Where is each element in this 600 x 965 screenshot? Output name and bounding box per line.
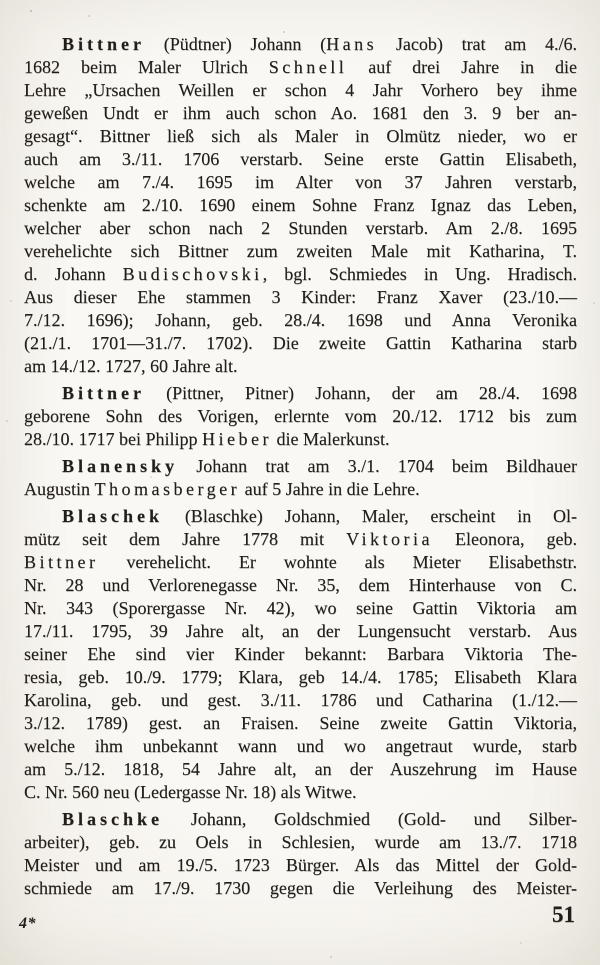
text-line [24, 758, 577, 781]
text-line [24, 217, 577, 240]
paragraph [24, 33, 577, 378]
text-line [24, 56, 577, 79]
text-line [24, 528, 577, 551]
text-line [24, 666, 577, 689]
text-segment: Augustin [24, 479, 95, 499]
text-line [24, 455, 577, 478]
text-segment: gesagt“. Bittner ließ sich als Maler in Olmütz nieder, wo er [24, 126, 577, 146]
text-segment: welche am 7./4. 1695 im Alter von 37 Jahren verstarb, [24, 172, 577, 192]
text-segment: schmiede am 17./9. 1730 gegen die Verleihung des Meister- [24, 878, 577, 898]
entry-headword: Bittner [62, 383, 145, 403]
text-line [24, 620, 577, 643]
text-segment: welcher aber schon nach 2 Stunden verstarb. Am 2./8. 1695 [24, 218, 577, 238]
text-segment: welche ihm unbekannt wann und wo angetraut wurde, starb [24, 736, 577, 756]
paragraph [24, 382, 577, 451]
text-line [24, 263, 577, 286]
text-segment: am 5./12. 1818, 54 Jahre alt, an der Auszehrung im Hause [24, 759, 577, 779]
text-segment: verehelicht. Er wohnte als Mieter Elisabethstr. [98, 552, 577, 572]
text-line [24, 286, 577, 309]
text-line [24, 643, 577, 666]
text-segment: auch am 3./11. 1706 verstarb. Seine erste Gattin Elisabeth, [24, 149, 577, 169]
text-line [24, 831, 577, 854]
text-segment: Nr. 28 und Verlorenegasse Nr. 35, dem Hinterhause von C. [24, 575, 577, 595]
entry-headword: Blanensky [62, 456, 179, 476]
text-segment: (Blaschke) Johann, Maler, erscheint in Ol- [163, 506, 577, 526]
entry-headword: Blaschek [62, 506, 164, 526]
text-segment: (Püdtner) Johann ( [144, 34, 327, 54]
text-block [24, 33, 577, 900]
text-line [24, 478, 577, 501]
text-segment: Karolina, geb. und gest. 3./11. 1786 und Catharina (1./12.— [24, 690, 577, 710]
signature-mark: 4* [19, 915, 36, 932]
text-segment: 3./12. 1789) gest. an Fraisen. Seine zweite Gattin Viktoria, [24, 713, 577, 733]
entry-headword: Blaschke [62, 809, 164, 829]
text-segment: seiner Ehe sind vier Kinder bekannt: Barbara Viktoria The- [24, 644, 577, 664]
text-segment: 28./10. 1717 bei Philipp [24, 429, 203, 449]
text-line [24, 574, 577, 597]
text-line [24, 551, 577, 574]
text-line [24, 405, 577, 428]
text-line [24, 125, 577, 148]
letterspaced-name: Hieber [202, 429, 272, 449]
text-segment: (Pittner, Pitner) Johann, der am 28./4. 1698 [144, 383, 577, 403]
text-segment: Johann trat am 3./1. 1704 beim Bildhauer [178, 456, 577, 476]
text-segment: 7./12. 1696); Johann, geb. 28./4. 1698 und Anna Veronika [24, 310, 577, 330]
text-line [24, 102, 577, 125]
text-segment: geweßen Undt er ihm auch schon Ao. 1681 den 3. 9 ber an- [24, 103, 577, 123]
text-line [24, 808, 577, 831]
text-segment: auf 5 Jahre in die Lehre. [240, 479, 420, 499]
text-line [24, 382, 577, 405]
text-segment: auf drei Jahre in die [347, 57, 577, 77]
text-segment: Aus dieser Ehe stammen 3 Kinder: Franz Xaver (23./10.— [24, 287, 577, 307]
letterspaced-name: Bittner [24, 552, 99, 572]
text-line [24, 148, 577, 171]
entry-headword: Bittner [62, 34, 145, 54]
text-segment: , bgl. Schmiedes in Ung. Hradisch. [262, 264, 578, 284]
text-line [24, 689, 577, 712]
paragraph [24, 505, 577, 804]
letterspaced-name: Budischovski [122, 264, 263, 284]
text-segment: C. Nr. 560 neu (Ledergasse Nr. 18) als Witwe. [24, 782, 357, 802]
paragraph [24, 455, 577, 501]
text-segment: Meister und am 19./5. 1723 Bürger. Als das Mittel der Gold- [24, 855, 577, 875]
text-segment: verehelichte sich Bittner zum zweiten Male mit Katharina, T. [24, 241, 577, 261]
text-line [24, 240, 577, 263]
text-segment: resia, geb. 10./9. 1779; Klara, geb 14./4. 1785; Elisabeth Klara [24, 667, 577, 687]
text-segment: (21./1. 1701—31./7. 1702). Die zweite Gattin Katharina starb [24, 333, 577, 353]
text-segment: 17./11. 1795, 39 Jahre alt, an der Lungensucht verstarb. Aus [24, 621, 577, 641]
text-line [24, 309, 577, 332]
text-line [24, 79, 577, 102]
text-line [24, 194, 577, 217]
page-number: 51 [552, 902, 575, 927]
text-line [24, 735, 577, 758]
text-segment: die Malerkunst. [272, 429, 390, 449]
text-segment: arbeiter), geb. zu Oels in Schlesien, wurde am 13./7. 1718 [24, 832, 577, 852]
text-segment: Johann, Goldschmied (Gold- und Silber- [163, 809, 577, 829]
text-line [24, 428, 577, 451]
text-line [24, 332, 577, 355]
text-line [24, 171, 577, 194]
text-segment: Nr. 343 (Sporergasse Nr. 42), wo seine Gattin Viktoria am [24, 598, 577, 618]
text-segment: geborene Sohn des Vorigen, erlernte vom 20./12. 1712 bis zum [24, 406, 577, 426]
text-segment: 1682 beim Maler Ulrich [24, 57, 269, 77]
letterspaced-name: Schnell [268, 57, 348, 77]
letterspaced-name: Hans [326, 34, 378, 54]
scan-speckles [0, 0, 2, 2]
text-segment: Jacob) trat am 4./6. [377, 34, 577, 54]
text-line [24, 505, 577, 528]
text-line [24, 877, 577, 900]
text-line [24, 781, 577, 804]
paragraph [24, 808, 577, 900]
text-line [24, 854, 577, 877]
text-segment: d. Johann [24, 264, 123, 284]
letterspaced-name: Viktoria [346, 529, 433, 549]
text-segment: schenkte am 2./10. 1690 einem Sohne Franz Ignaz das Leben, [24, 195, 577, 215]
letterspaced-name: Thomasberger [94, 479, 241, 499]
text-line [24, 355, 577, 378]
text-segment: Lehre „Ursachen Weillen er schon 4 Jahr Vorhero bey ihme [24, 80, 577, 100]
text-line [24, 33, 577, 56]
text-segment: mütz seit dem Jahre 1778 mit [24, 529, 347, 549]
text-segment: am 14./12. 1727, 60 Jahre alt. [24, 356, 238, 376]
text-segment: Eleonora, geb. [432, 529, 577, 549]
text-line [24, 712, 577, 735]
text-line [24, 597, 577, 620]
